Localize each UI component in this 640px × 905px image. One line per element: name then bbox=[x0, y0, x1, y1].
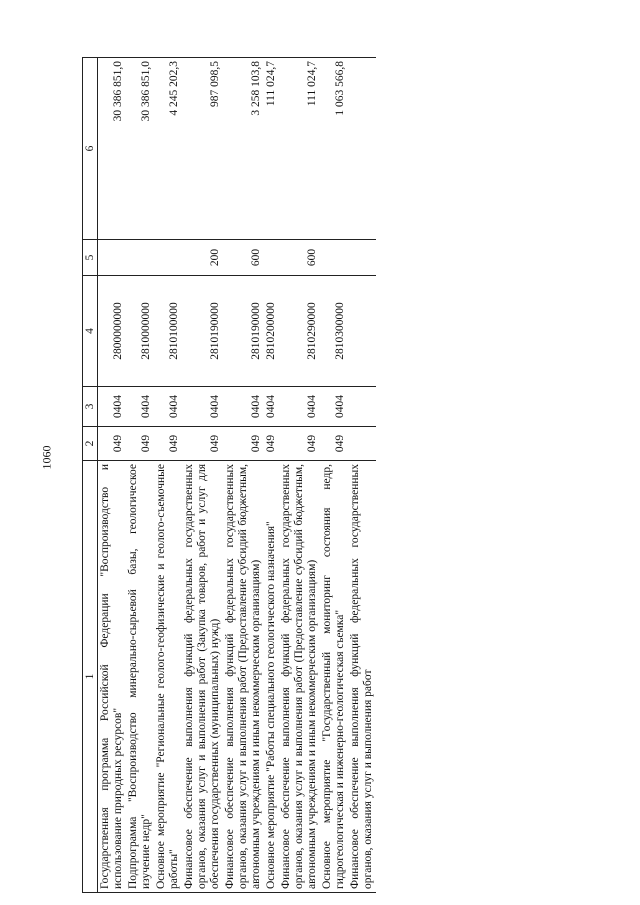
row-amount: 4 245 202,3 bbox=[154, 58, 182, 240]
row-target bbox=[348, 276, 376, 387]
row-section: 0404 bbox=[154, 387, 182, 427]
table-row bbox=[348, 58, 376, 893]
budget-table bbox=[82, 57, 376, 893]
row-expense bbox=[348, 240, 376, 276]
row-target: 2810190000 bbox=[223, 276, 264, 387]
table-row bbox=[154, 58, 182, 893]
row-section: 0404 bbox=[264, 387, 279, 427]
table-row bbox=[279, 58, 320, 893]
row-section: 0404 bbox=[98, 387, 127, 427]
row-expense bbox=[264, 240, 279, 276]
row-amount: 30 386 851,0 bbox=[126, 58, 154, 240]
row-name: Финансовое обеспечение выполнения функций федеральных государственных органов, оказания услуг и выполнения работ bbox=[348, 461, 376, 893]
row-name: Основное мероприятие "Региональные геолого-геофизические и геолого-съемочные работы" bbox=[154, 461, 182, 893]
row-section: 0404 bbox=[126, 387, 154, 427]
table-row bbox=[264, 58, 279, 893]
row-ministry: 049 bbox=[98, 427, 127, 461]
row-ministry: 049 bbox=[126, 427, 154, 461]
rotated-table-container bbox=[82, 58, 582, 893]
row-expense bbox=[126, 240, 154, 276]
row-ministry bbox=[348, 427, 376, 461]
row-section: 0404 bbox=[223, 387, 264, 427]
table-row bbox=[223, 58, 264, 893]
row-amount: 111 024,7 bbox=[264, 58, 279, 240]
row-target: 2810300000 bbox=[320, 276, 348, 387]
header-col-6: 6 bbox=[83, 58, 98, 240]
row-name: Государственная программа Российской Федерации "Воспроизводство и использование природных ресурсов" bbox=[98, 461, 127, 893]
row-expense bbox=[320, 240, 348, 276]
row-name: Подпрограмма "Воспроизводство минерально-сырьевой базы, геологическое изучение недр" bbox=[126, 461, 154, 893]
table-row bbox=[182, 58, 223, 893]
row-amount: 3 258 103,8 bbox=[223, 58, 264, 240]
row-name: Финансовое обеспечение выполнения функций федеральных государственных органов, оказания услуг и выполнения работ (Предоставление субсидий бюджетным, автономным учреждениям и иным некоммерческим организациям) bbox=[279, 461, 320, 893]
row-name: Основное мероприятие "Государственный мониторинг состояния недр, гидрогеологическая и инженерно-геологическая съемка" bbox=[320, 461, 348, 893]
row-ministry: 049 bbox=[320, 427, 348, 461]
row-expense bbox=[154, 240, 182, 276]
header-col-2: 2 bbox=[83, 427, 98, 461]
row-expense bbox=[98, 240, 127, 276]
row-amount: 987 098,5 bbox=[182, 58, 223, 240]
row-target: 2800000000 bbox=[98, 276, 127, 387]
table-row bbox=[126, 58, 154, 893]
row-target: 2810000000 bbox=[126, 276, 154, 387]
row-expense: 600 bbox=[223, 240, 264, 276]
row-section: 0404 bbox=[182, 387, 223, 427]
table-header-row bbox=[83, 58, 98, 893]
row-amount: 30 386 851,0 bbox=[98, 58, 127, 240]
row-amount: 111 024,7 bbox=[279, 58, 320, 240]
row-expense: 200 bbox=[182, 240, 223, 276]
row-target: 2810200000 bbox=[264, 276, 279, 387]
header-col-3: 3 bbox=[83, 387, 98, 427]
header-col-5: 5 bbox=[83, 240, 98, 276]
row-ministry: 049 bbox=[182, 427, 223, 461]
table-row bbox=[98, 58, 127, 893]
table-row bbox=[320, 58, 348, 893]
page-number bbox=[38, 445, 56, 469]
row-ministry: 049 bbox=[279, 427, 320, 461]
row-section: 0404 bbox=[320, 387, 348, 427]
row-amount bbox=[348, 58, 376, 240]
row-name: Финансовое обеспечение выполнения функций федеральных государственных органов, оказания услуг и выполнения работ (Закупка товаров, работ и услуг для обеспечения государственных (муниципальных) нужд) bbox=[182, 461, 223, 893]
row-target: 2810290000 bbox=[279, 276, 320, 387]
page-number-text: 1060 bbox=[39, 445, 54, 469]
row-name: Финансовое обеспечение выполнения функций федеральных государственных органов, оказания услуг и выполнения работ (Предоставление субсидий бюджетным, автономным учреждениям и иным некоммерческим организациям) bbox=[223, 461, 264, 893]
row-section: 0404 bbox=[279, 387, 320, 427]
row-section bbox=[348, 387, 376, 427]
row-ministry: 049 bbox=[223, 427, 264, 461]
row-name: Основное мероприятие "Работы специального геологического назначения" bbox=[264, 461, 279, 893]
header-col-4: 4 bbox=[83, 276, 98, 387]
row-target: 2810190000 bbox=[182, 276, 223, 387]
row-target: 2810100000 bbox=[154, 276, 182, 387]
row-ministry: 049 bbox=[264, 427, 279, 461]
row-expense: 600 bbox=[279, 240, 320, 276]
header-col-1: 1 bbox=[83, 461, 98, 893]
row-amount: 1 063 566,8 bbox=[320, 58, 348, 240]
row-ministry: 049 bbox=[154, 427, 182, 461]
